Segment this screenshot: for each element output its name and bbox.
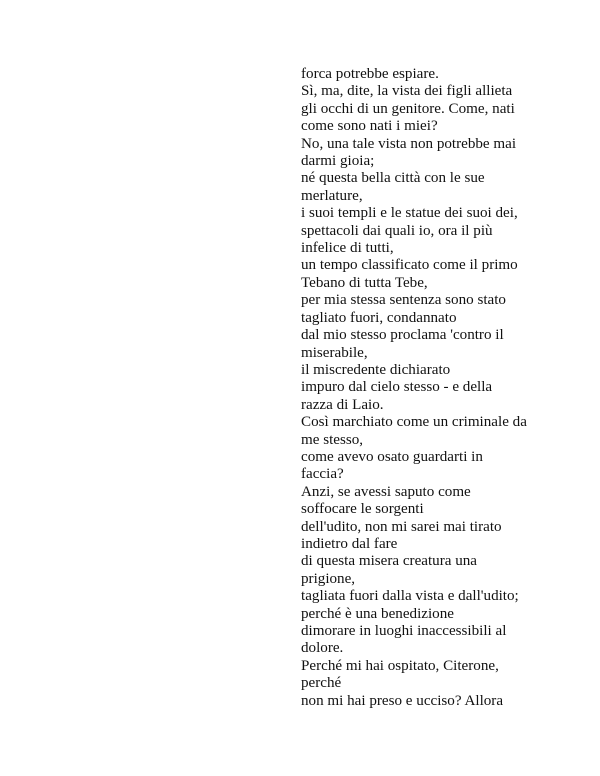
text-line: il miscredente dichiarato bbox=[301, 361, 451, 378]
text-line: dolore. bbox=[301, 640, 344, 657]
text-line: un tempo classificato come il primo bbox=[301, 257, 518, 274]
text-line: i suoi templi e le statue dei suoi dei, bbox=[301, 205, 518, 222]
text-line: Perché mi hai ospitato, Citerone, bbox=[301, 657, 499, 674]
text-line: né questa bella città con le sue bbox=[301, 170, 485, 187]
verse-text-column bbox=[301, 66, 531, 710]
text-line: soffocare le sorgenti bbox=[301, 501, 424, 518]
text-line: non mi hai preso e ucciso? Allora bbox=[301, 692, 504, 709]
text-line: gli occhi di un genitore. Come, nati bbox=[301, 100, 515, 117]
text-line: dell'udito, non mi sarei mai tirato bbox=[301, 518, 502, 535]
text-line: infelice di tutti, bbox=[301, 240, 394, 257]
text-line: Sì, ma, dite, la vista dei figli allieta bbox=[301, 83, 513, 100]
text-line: tagliato fuori, condannato bbox=[301, 309, 457, 326]
text-line: come sono nati i miei? bbox=[301, 118, 438, 135]
text-line: perché bbox=[301, 675, 342, 692]
text-line: me stesso, bbox=[301, 431, 364, 448]
text-line: darmi gioia; bbox=[301, 153, 375, 170]
text-line: merlature, bbox=[301, 187, 363, 204]
text-line: tagliata fuori dalla vista e dall'udito; bbox=[301, 588, 519, 605]
text-line: faccia? bbox=[301, 466, 344, 483]
text-line: No, una tale vista non potrebbe mai bbox=[301, 135, 517, 152]
text-line: perché è una benedizione bbox=[301, 605, 454, 622]
text-line: per mia stessa sentenza sono stato bbox=[301, 292, 506, 309]
text-line: miserabile, bbox=[301, 344, 368, 361]
text-line: impuro dal cielo stesso - e della bbox=[301, 379, 493, 396]
text-line: prigione, bbox=[301, 570, 356, 587]
text-line: indietro dal fare bbox=[301, 535, 398, 552]
text-line: Così marchiato come un criminale da bbox=[301, 414, 527, 431]
text-line: dal mio stesso proclama 'contro il bbox=[301, 327, 504, 344]
text-line: spettacoli dai quali io, ora il più bbox=[301, 222, 493, 239]
text-line: come avevo osato guardarti in bbox=[301, 448, 483, 465]
text-line: dimorare in luoghi inaccessibili al bbox=[301, 623, 507, 639]
text-line: razza di Laio. bbox=[301, 396, 384, 413]
text-line: di questa misera creatura una bbox=[301, 553, 478, 570]
text-line: Anzi, se avessi saputo come bbox=[301, 483, 471, 500]
text-line: Tebano di tutta Tebe, bbox=[301, 274, 428, 291]
text-line: forca potrebbe espiare. bbox=[301, 66, 439, 82]
